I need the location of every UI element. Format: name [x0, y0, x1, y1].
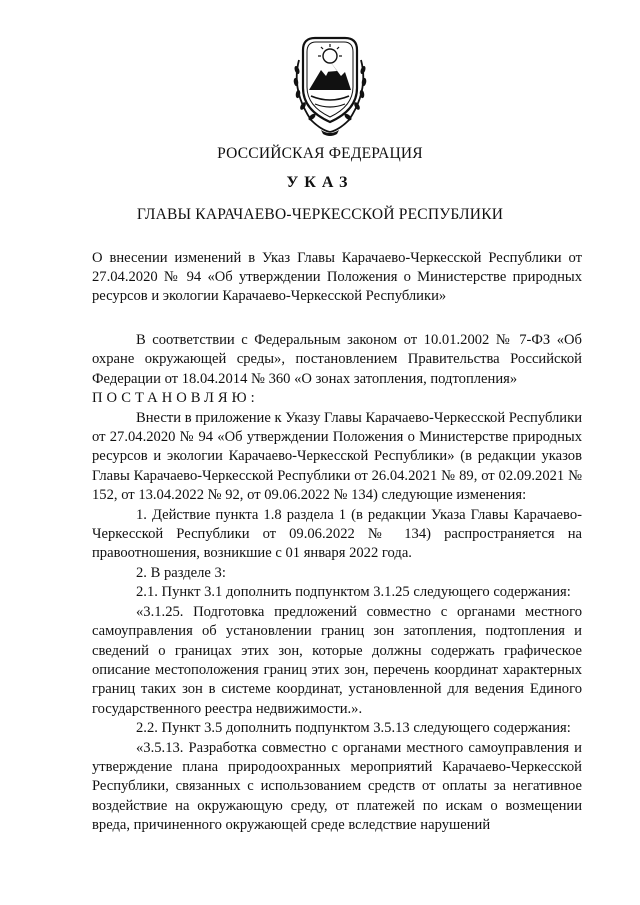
subparagraph-3-5-13: «3.5.13. Разработка совместно с органами местного самоуправления и утверждение плана природоохранных мероприятий Карачаево-Черкесской Республики, связанных с использованием средств от оплаты за негативное воздействие на окружающую среду, от платежей по искам о возмещении вреда, причиненного окружающей среде вследствие нарушений: [92, 739, 582, 834]
document-subject: О внесении изменений в Указ Главы Карачаево-Черкесской Республики от 27.04.2020 № 94 «Об утверждении Положения о Министерстве природных ресурсов и экологии Карачаево-Черкесской Республики»: [92, 250, 582, 304]
subparagraph-3-1-25: «3.1.25. Подготовка предложений совместно с органами местного самоуправления об установлении границ зон затопления, подтопления и сведений о границах этих зон, которые должны содержать графическое описание местоположения границ этих зон, перечень координат характерных границ таких зон в системе координат, установленной для ведения Единого государственного реестра недвижимости.».: [92, 603, 582, 717]
intro-paragraph: Внести в приложение к Указу Главы Карачаево-Черкесской Республики от 27.04.2020 № 94 «Об утверждении Положения о Министерстве природных ресурсов и экологии Карачаево-Черкесской Республики» (в редакции указов Главы Карачаево-Черкесской Республики от 26.04.2021 № 89, от 02.09.2021 № 152, от 13.04.2022 № 92, от 09.06.2022 № 134) следующие изменения:: [92, 409, 583, 504]
doc-type-title: УКАЗ: [286, 174, 354, 191]
paragraph-2: 2. В разделе 3:: [136, 564, 226, 581]
karachay-cherkessia-emblem-icon: [285, 30, 375, 138]
paragraph-1: 1. Действие пункта 1.8 раздела 1 (в редакции Указа Главы Карачаево-Черкесской Республики от 09.06.2022 № 134) распространяется на правоотношения, возникшие с 01 января 2022 года.: [92, 506, 582, 562]
issuer-title: ГЛАВЫ КАРАЧАЕВО-ЧЕРКЕССКОЙ РЕСПУБЛИКИ: [136, 206, 504, 223]
preamble-paragraph: В соответствии с Федеральным законом от 10.01.2002 № 7-ФЗ «Об охране окружающей среды», постановлением Правительства Российской Федерации от 18.04.2014 № 360 «О зонах затопления, подтопления»: [92, 332, 582, 387]
paragraph-2-2: 2.2. Пункт 3.5 дополнить подпунктом 3.5.13 следующего содержания:: [136, 720, 571, 737]
federation-title: РОССИЙСКАЯ ФЕДЕРАЦИЯ: [217, 145, 423, 162]
decree-word: ПОСТАНОВЛЯЮ:: [92, 390, 259, 407]
paragraph-2-1: 2.1. Пункт 3.1 дополнить подпунктом 3.1.25 следующего содержания:: [136, 584, 571, 601]
document-body: [92, 331, 582, 836]
